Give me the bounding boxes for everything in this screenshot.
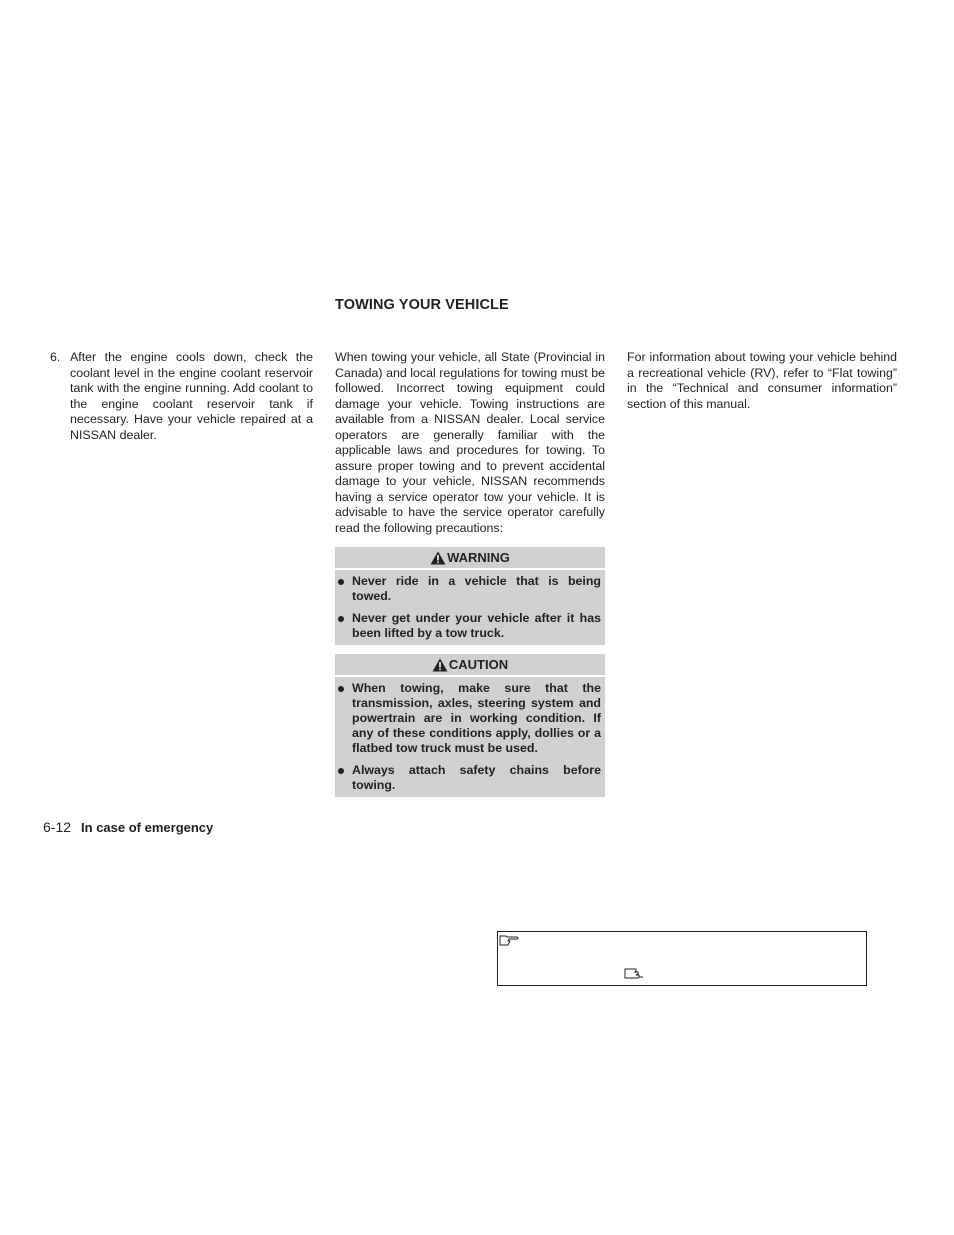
warning-triangle-icon bbox=[432, 658, 448, 672]
bullet-icon bbox=[338, 579, 344, 585]
warning-label: WARNING bbox=[447, 550, 510, 565]
section-title: TOWING YOUR VEHICLE bbox=[335, 297, 509, 313]
section-intro: When towing your vehicle, all State (Provincial in Canada) and local regulations for towing must be followed. Incorrect towing equipment could damage your vehicle. Towing instructions are available from a NISSAN dealer. Local service operators are generally familiar with the applicable laws and procedures for towing. To assure proper towing and to prevent accidental damage to your vehicle, NISSAN recommends having a service operator tow your vehicle. It is advisable to have the service operator carefully read the following precautions: bbox=[335, 350, 605, 535]
reference-box bbox=[497, 931, 867, 986]
caution-item bbox=[335, 681, 601, 756]
caution-header bbox=[335, 654, 605, 675]
warning-triangle-icon bbox=[430, 551, 446, 565]
pointing-hand-icon bbox=[624, 967, 644, 979]
right-column-text: For information about towing your vehicle behind a recreational vehicle (RV), refer to “Flat towing” in the “Technical and consumer information” section of this manual. bbox=[627, 350, 897, 411]
warning-item bbox=[335, 574, 601, 604]
warning-item-text: Never get under your vehicle after it has been lifted by a tow truck. bbox=[352, 611, 601, 640]
caution-item bbox=[335, 763, 601, 793]
caution-item-text: When towing, make sure that the transmission, axles, steering system and powertrain are in working condition. If any of these conditions apply, dollies or a flatbed tow truck must be used. bbox=[352, 681, 601, 755]
page-number: 6-12 bbox=[43, 819, 72, 835]
bullet-icon bbox=[338, 768, 344, 774]
caution-item-text: Always attach safety chains before towing. bbox=[352, 763, 601, 792]
step-number: 6. bbox=[50, 350, 61, 364]
bullet-icon bbox=[338, 616, 344, 622]
pointing-hand-icon bbox=[499, 934, 519, 946]
bullet-icon bbox=[338, 686, 344, 692]
chapter-title: In case of emergency bbox=[81, 820, 214, 835]
warning-item-text: Never ride in a vehicle that is being towed. bbox=[352, 574, 601, 603]
warning-box bbox=[335, 547, 605, 645]
step-text: After the engine cools down, check the coolant level in the engine coolant reservoir tank with the engine running. Add coolant to the engine coolant reservoir tank if necessary. Have your vehicle repaired at a NISSAN dealer. bbox=[70, 350, 313, 442]
list-item-step-6 bbox=[50, 350, 313, 443]
warning-list bbox=[335, 570, 605, 645]
warning-header bbox=[335, 547, 605, 568]
page-footer bbox=[43, 819, 213, 837]
caution-list bbox=[335, 677, 605, 797]
caution-box bbox=[335, 654, 605, 797]
caution-label: CAUTION bbox=[448, 657, 509, 672]
warning-item bbox=[335, 611, 601, 641]
